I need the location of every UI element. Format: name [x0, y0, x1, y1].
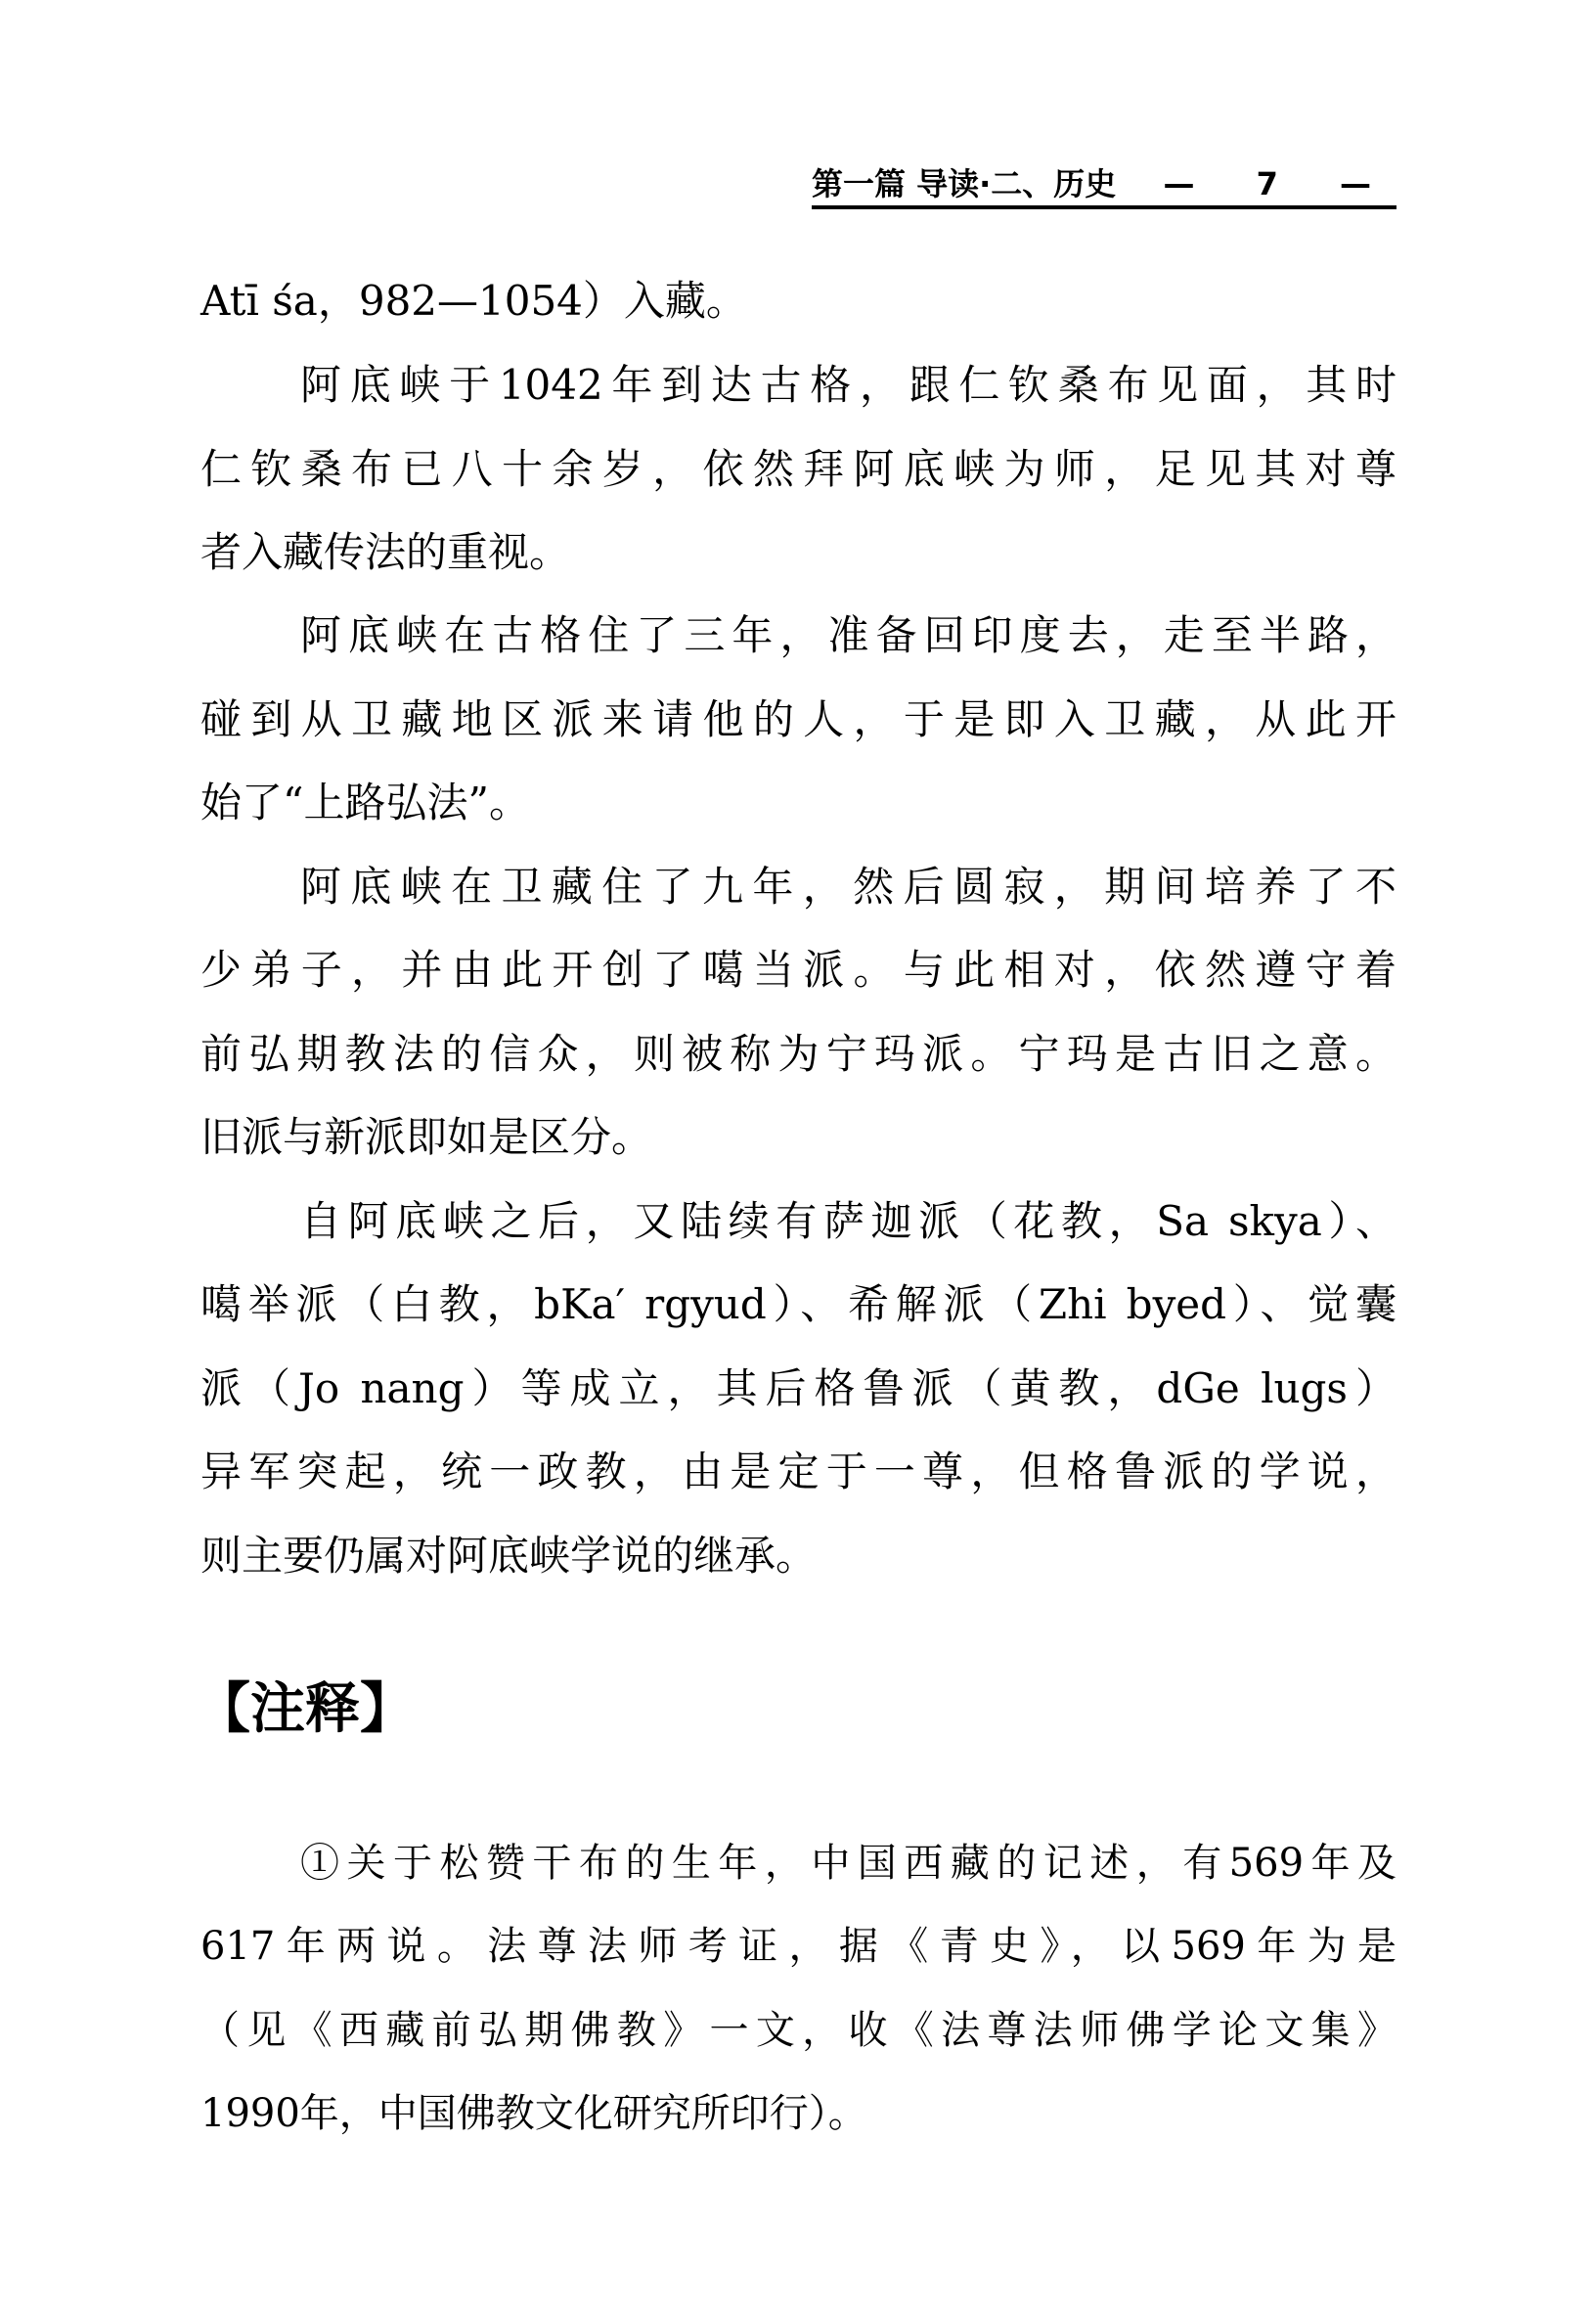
text-line: 则主要仍属对阿底峡学说的继承。	[200, 1532, 818, 1580]
text-line: 始了“上路弘法”。	[200, 779, 530, 826]
running-header	[812, 162, 1396, 209]
text-line: 碰到从卫藏地区派来请他的人，于是即入卫藏，从此开	[200, 695, 1396, 743]
text-line: 阿底峡在古格住了三年，准备回印度去，走至半路，	[300, 611, 1396, 659]
notes-heading: 【注释】	[196, 1677, 415, 1741]
text-line: 少弟子，并由此开创了噶当派。与此相对，依然遵守着	[200, 946, 1396, 994]
text-line: 噶举派（白教，bKa′ rgyud）、希解派（Zhi byed）、觉囊	[200, 1280, 1396, 1328]
note-line: 617年两说。法尊法师考证，据《青史》，以569年为是	[200, 1924, 1396, 1969]
text-line: 旧派与新派即如是区分。	[200, 1113, 653, 1161]
text-line: 自阿底峡之后，又陆续有萨迦派（花教，Sa skya）、	[300, 1197, 1396, 1245]
note-line: ①关于松赞干布的生年，中国西藏的记述，有569年及	[300, 1841, 1396, 1886]
text-line: Atī śa，982—1054）入藏。	[200, 277, 747, 325]
note-line: 1990年，中国佛教文化研究所印行）。	[200, 2091, 867, 2136]
text-line: 派（Jo nang）等成立，其后格鲁派（黄教，dGe lugs）	[200, 1364, 1396, 1412]
text-line: 仁钦桑布已八十余岁，依然拜阿底峡为师，足见其对尊	[200, 445, 1396, 493]
text-line: 阿底峡在卫藏住了九年，然后圆寂，期间培养了不	[300, 863, 1396, 911]
header-title: 第一篇 导读·二、历史	[812, 165, 1117, 202]
page-number: — 7 —	[1163, 165, 1396, 202]
text-line: 者入藏传法的重视。	[200, 528, 571, 576]
text-line: 异军突起，统一政教，由是定于一尊，但格鲁派的学说，	[200, 1448, 1396, 1495]
text-line: 前弘期教法的信众，则被称为宁玛派。宁玛是古旧之意。	[200, 1030, 1396, 1078]
text-line: 阿底峡于1042年到达古格，跟仁钦桑布见面，其时	[300, 361, 1396, 409]
note-line: （见《西藏前弘期佛教》一文，收《法尊法师佛学论文集》	[200, 2008, 1396, 2053]
